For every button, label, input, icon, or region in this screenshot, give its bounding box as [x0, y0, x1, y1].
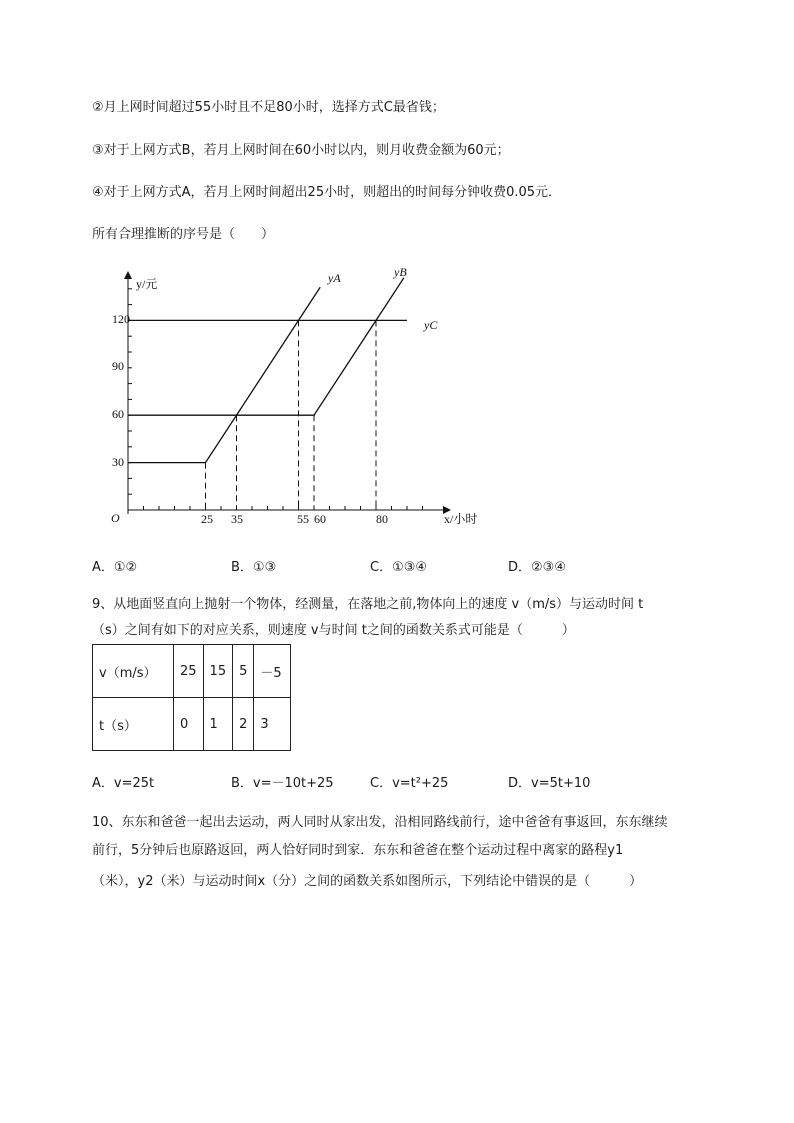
q9-choice-b[interactable]: B．v=－10t+25: [231, 776, 334, 791]
statement-3: ③对于上网方式B，若月上网时间在60小时以内，则月收费金额为60元；: [92, 143, 510, 158]
table-row: [93, 645, 291, 698]
table-cell: 15: [203, 645, 233, 698]
series-line-yB: [128, 278, 404, 415]
x-tick-25: 25: [201, 512, 213, 526]
choice-b[interactable]: B．①③: [231, 560, 277, 575]
series-label-b: yB: [394, 265, 407, 279]
x-axis-label: x/小时: [444, 512, 478, 526]
table-row: [93, 698, 291, 751]
choice-c[interactable]: C．①③④: [370, 560, 428, 575]
y-axis-label: y/元: [136, 277, 158, 291]
table-cell: 5: [233, 645, 254, 698]
table-cell: v（m/s）: [93, 645, 174, 698]
x-tick-35: 35: [231, 512, 243, 526]
x-tick-60: 60: [314, 512, 326, 526]
q10-line-2: 前行，5分钟后也原路返回，两人恰好同时到家．东东和爸爸在整个运动过程中离家的路程y1: [92, 843, 624, 858]
table-cell: 2: [233, 698, 254, 751]
table-cell: 3: [254, 698, 291, 751]
q10-line-1: 10、东东和爸爸一起出去运动，两人同时从家出发，沿相同路线前行，途中爸爸有事返回，东东继续: [92, 815, 668, 830]
q9-choice-c[interactable]: C．v=t²+25: [370, 776, 449, 791]
x-tick-80: 80: [376, 512, 388, 526]
x-tick-55: 55: [297, 512, 309, 526]
table-cell: －5: [254, 645, 291, 698]
y-tick-60: 60: [112, 407, 124, 421]
q9-choice-d[interactable]: D．v=5t+10: [508, 776, 591, 791]
table-cell: 1: [203, 698, 233, 751]
origin-label: O: [111, 511, 120, 525]
choice-a[interactable]: A．①②: [92, 560, 138, 575]
question-prompt: 所有合理推断的序号是（ ）: [92, 227, 275, 242]
y-tick-30: 30: [112, 455, 124, 469]
series-label-c: yC: [424, 318, 438, 332]
statement-4: ④对于上网方式A，若月上网时间超出25小时，则超出的时间每分钟收费0.05元．: [92, 185, 562, 200]
choice-d[interactable]: D．②③④: [508, 560, 566, 575]
q9-line-1: 9、从地面竖直向上抛射一个物体，经测量，在落地之前,物体向上的速度 v（m/s）与运动时间 t: [92, 597, 644, 612]
series-line-yA: [128, 287, 320, 462]
statement-2: ②月上网时间超过55小时且不足80小时，选择方式C最省钱；: [92, 100, 445, 115]
cost-graph: [100, 262, 520, 537]
table-cell: 25: [174, 645, 204, 698]
q9-line-2: （s）之间有如下的对应关系，则速度 v与时间 t之间的函数关系式可能是（ ）: [92, 623, 575, 638]
y-tick-90: 90: [112, 359, 124, 373]
y-tick-120: 120: [112, 312, 130, 326]
q9-choice-a[interactable]: A．v=25t: [92, 776, 155, 791]
velocity-table: [92, 644, 291, 751]
table-cell: 0: [174, 698, 204, 751]
series-label-a: yA: [328, 271, 341, 285]
table-cell: t（s）: [93, 698, 174, 751]
q10-line-3: （米），y2（米）与运动时间x（分）之间的函数关系如图所示，下列结论中错误的是（ ）: [92, 874, 643, 889]
